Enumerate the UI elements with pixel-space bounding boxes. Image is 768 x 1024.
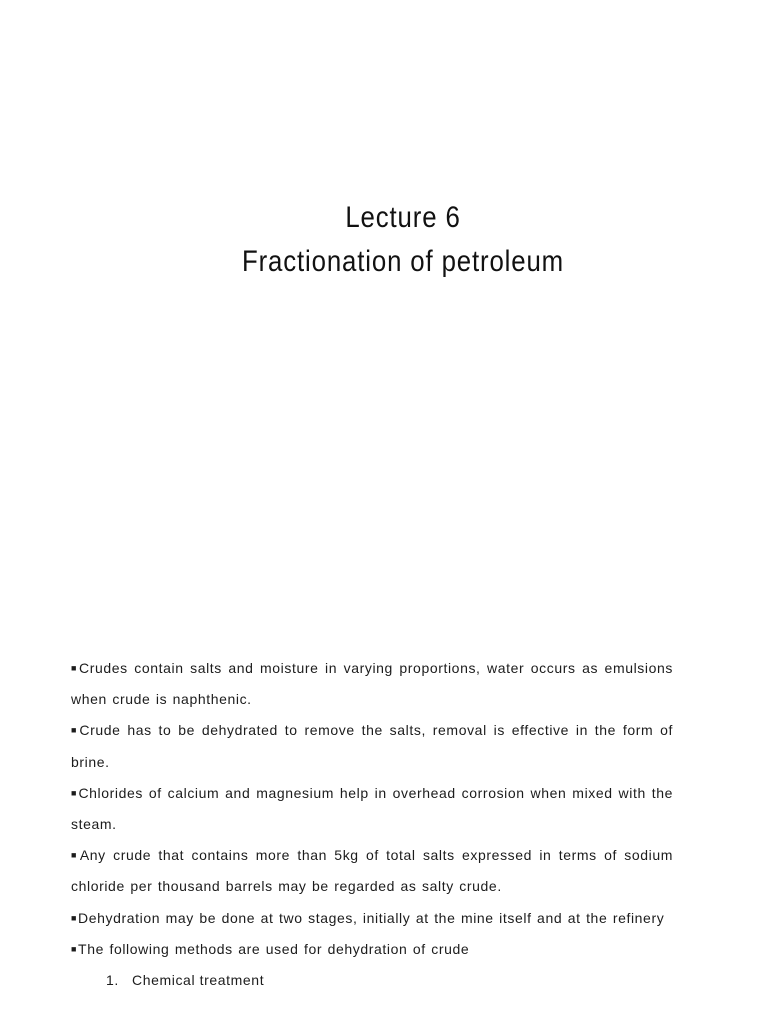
paragraph-text: Chlorides of calcium and magnesium help in overhead corrosion when mixed with the steam. xyxy=(71,784,673,833)
lecture-number: Lecture 6 xyxy=(345,201,461,234)
paragraph-text: Crude has to be dehydrated to remove the salts, removal is effective in the form of brine. xyxy=(71,722,674,770)
paragraph xyxy=(71,903,673,934)
paragraph-text: Any crude that contains more than 5kg of total salts expressed in terms of sodium chloride per thousand barrels may be regarded as salty crude. xyxy=(71,847,673,895)
bullet-icon: ■ xyxy=(71,850,79,861)
bullet-icon: ■ xyxy=(71,725,79,736)
list-item-label: Chemical treatment xyxy=(132,972,265,989)
paragraph xyxy=(71,840,673,902)
bullet-icon: ■ xyxy=(71,912,78,923)
paragraph xyxy=(71,778,673,840)
methods-list xyxy=(71,965,673,996)
lecture-topic: Fractionation of petroleum xyxy=(241,245,565,278)
lecture-title xyxy=(56,196,749,284)
paragraph xyxy=(71,715,673,777)
paragraph-text: Crudes contain salts and moisture in varying proportions, water occurs as emulsions when crude is naphthenic. xyxy=(71,660,673,708)
paragraph-text: The following methods are used for dehydration of crude xyxy=(78,940,470,957)
paragraph xyxy=(71,653,673,715)
paragraph xyxy=(71,934,673,965)
bullet-icon: ■ xyxy=(71,787,78,798)
list-item-number: 1. xyxy=(106,972,119,989)
list-item xyxy=(71,965,673,996)
bullet-icon: ■ xyxy=(71,943,78,954)
paragraph-text: Dehydration may be done at two stages, initially at the mine itself and at the refinery xyxy=(78,909,665,926)
lecture-body xyxy=(71,653,673,996)
bullet-icon: ■ xyxy=(71,663,79,673)
